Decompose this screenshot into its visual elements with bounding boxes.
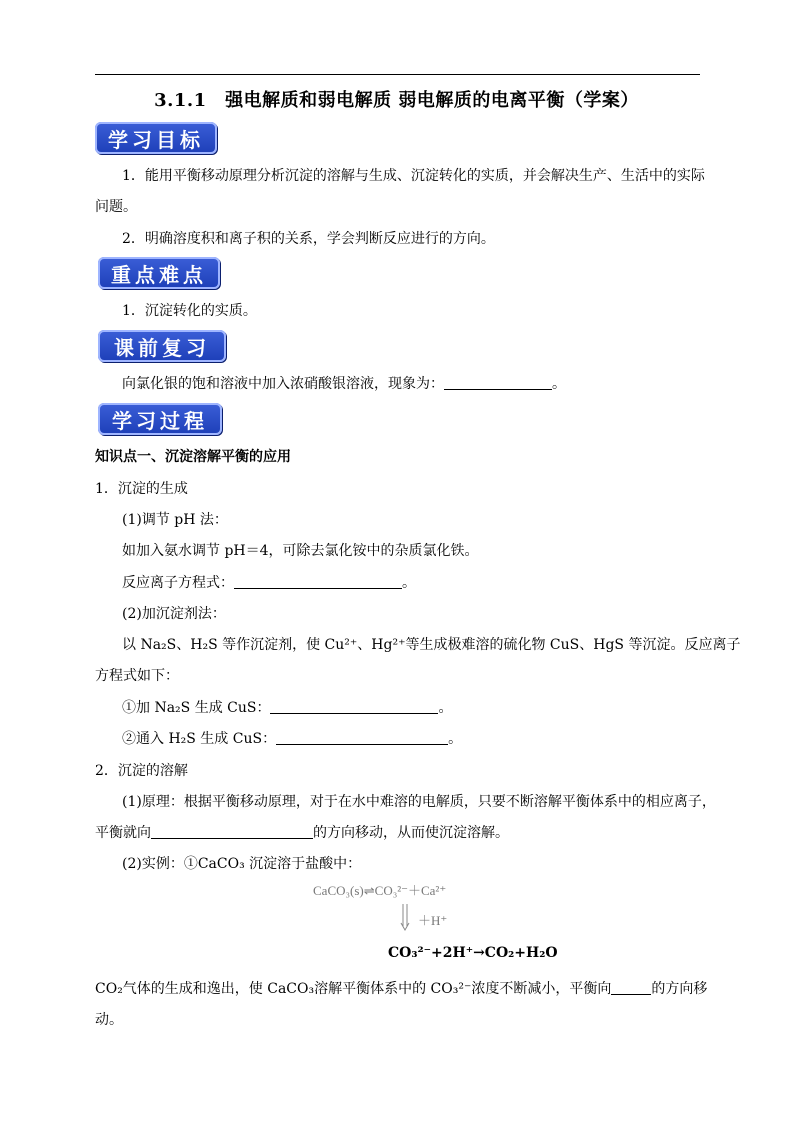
goal-1-line1: 1．能用平衡移动原理分析沉淀的溶解与生成、沉淀转化的实质，并会解决生产、生活中的实际 (122, 168, 705, 184)
review-end: 。 (552, 376, 566, 392)
na2s-label: ①加 Na₂S 生成 CuS： (122, 700, 271, 716)
principle-prefix: 平衡就向 (95, 825, 151, 841)
h2s-blank[interactable] (276, 730, 448, 745)
method-adjust-ph-example: 如加入氨水调节 pH＝4，可除去氯化铵中的杂质氯化铁。 (122, 543, 479, 559)
explanation-suffix: 的方向移 (651, 981, 708, 997)
section-precipitate-formation: 1．沉淀的生成 (95, 481, 188, 497)
knowledge-heading: 知识点一、沉淀溶解平衡的应用 (95, 449, 291, 465)
h2s-end: 。 (448, 731, 463, 747)
ionic-equation-line (122, 572, 416, 592)
principle-line2 (95, 822, 509, 842)
badge-process: 学习过程 (98, 403, 222, 435)
goal-1-line2: 问题。 (95, 199, 137, 215)
double-arrow-down-icon (398, 902, 414, 932)
section-precipitate-dissolution: 2．沉淀的溶解 (95, 763, 188, 779)
explanation-blank[interactable] (611, 980, 651, 995)
principle-suffix: 的方向移动，从而使沉淀溶解。 (313, 825, 509, 841)
h2s-line (122, 728, 462, 748)
method-adjust-ph: (1)调节 pH 法： (122, 512, 228, 528)
add-h-plus: ＋H⁺ (418, 913, 448, 928)
badge-goals: 学习目标 (95, 122, 217, 154)
explanation-line1 (95, 978, 707, 998)
ionic-equation-blank[interactable] (234, 574, 402, 589)
equilibrium-equation: CaCO₃(s)⇌CO₃²⁻＋Ca²⁺ (313, 883, 447, 898)
ionic-equation-label: 反应离子方程式： (122, 575, 234, 591)
review-question (122, 373, 566, 393)
method-precipitant: (2)加沉淀剂法： (122, 606, 226, 622)
key-point-1: 1．沉淀转化的实质。 (122, 303, 257, 319)
na2s-end: 。 (438, 700, 453, 716)
badge-key-points: 重点难点 (98, 257, 220, 289)
precipitant-desc-line2: 方程式如下： (95, 668, 179, 684)
explanation-prefix: CO₂气体的生成和逸出，使 CaCO₃溶解平衡体系中的 CO₃²⁻浓度不断减小，平衡向 (95, 981, 612, 997)
example-caco3: (2)实例：①CaCO₃ 沉淀溶于盐酸中： (122, 856, 362, 872)
goal-2: 2．明确溶度积和离子积的关系，学会判断反应进行的方向。 (122, 231, 495, 247)
h2s-label: ②通入 H₂S 生成 CuS： (122, 731, 277, 747)
na2s-line (122, 697, 452, 717)
page-title: 3.1.1 强电解质和弱电解质 弱电解质的电离平衡（学案） (154, 90, 639, 111)
principle-line1: (1)原理：根据平衡移动原理，对于在水中难溶的电解质，只要不断溶解平衡体系中的相应离子， (122, 794, 716, 810)
principle-blank[interactable] (151, 824, 313, 839)
na2s-blank[interactable] (270, 699, 438, 714)
ionic-equation-end: 。 (402, 575, 416, 591)
badge-review: 课前复习 (98, 330, 226, 362)
explanation-line2: 动。 (95, 1012, 123, 1028)
header-rule (95, 74, 700, 75)
precipitant-desc-line1: 以 Na₂S、H₂S 等作沉淀剂，使 Cu²⁺、Hg²⁺等生成极难溶的硫化物 CuS、HgS 等沉淀。反应离子 (122, 637, 741, 653)
review-blank[interactable] (444, 375, 552, 390)
reaction-equation: CO₃²⁻+2H⁺→CO₂+H₂O (388, 945, 558, 961)
review-text: 向氯化银的饱和溶液中加入浓硝酸银溶液，现象为： (122, 376, 444, 392)
